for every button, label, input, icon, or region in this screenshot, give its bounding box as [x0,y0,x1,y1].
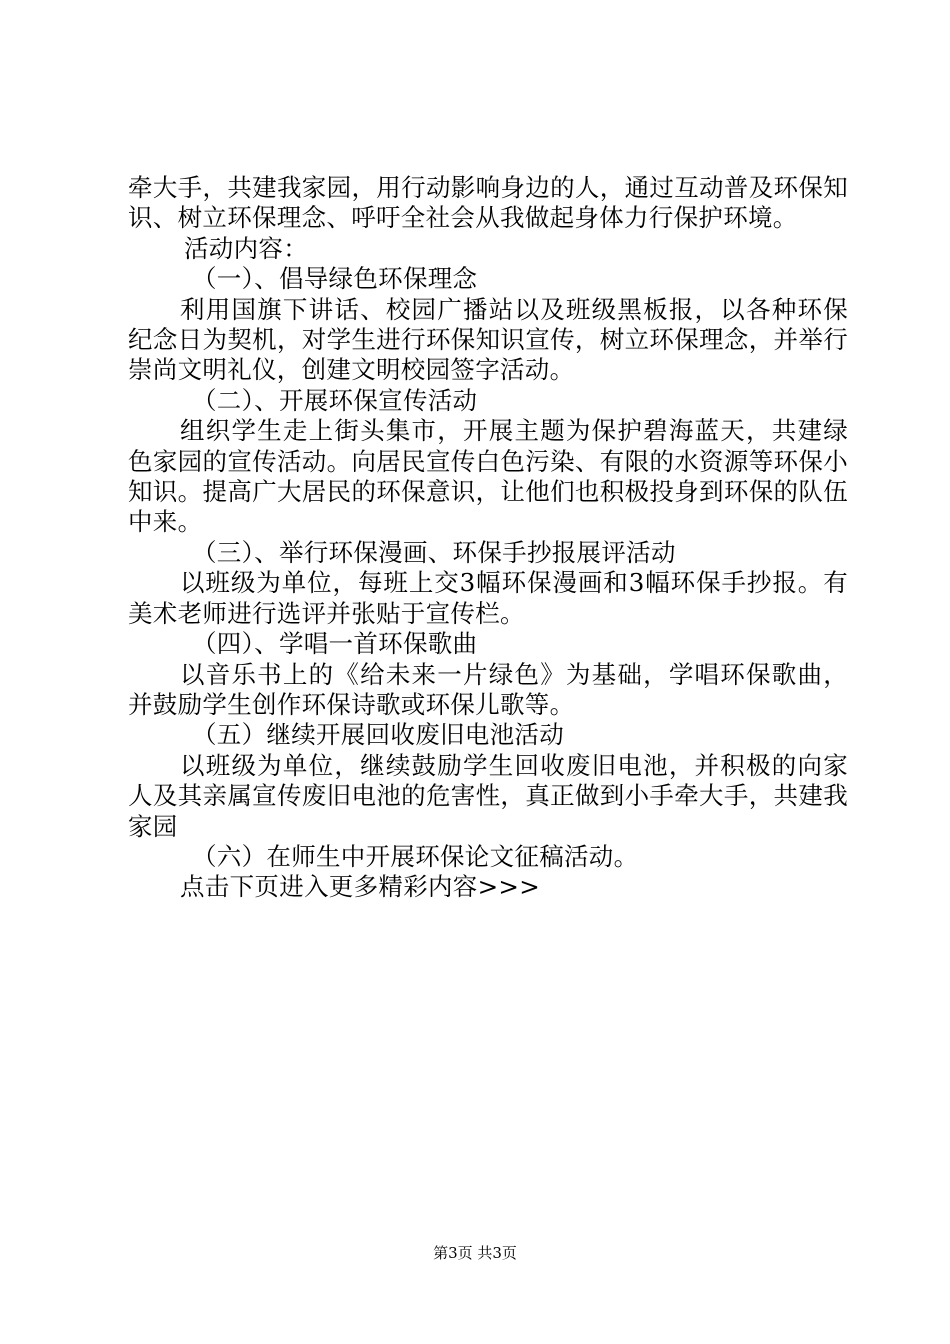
next-page-link[interactable]: 点击下页进入更多精彩内容>>> [180,872,541,902]
paragraph-section-3: 以班级为单位，每班上交3幅环保漫画和3幅环保手抄报。有美术老师进行选评并张贴于宣传栏。 [128,568,848,628]
paragraph-section-4: 以音乐书上的《给未来一片绿色》为基础，学唱环保歌曲，并鼓励学生创作环保诗歌或环保儿歌等。 [128,659,848,719]
paragraph-section-1: 利用国旗下讲话、校园广播站以及班级黑板报，以各种环保纪念日为契机，对学生进行环保知识宣传，树立环保理念，并举行崇尚文明礼仪，创建文明校园签字活动。 [128,294,848,385]
section-heading-3: （三）、举行环保漫画、环保手抄报展评活动 [192,537,676,567]
paragraph-section-2: 组织学生走上街头集市，开展主题为保护碧海蓝天，共建绿色家园的宣传活动。向居民宣传白色污染、有限的水资源等环保小知识。提高广大居民的环保意识，让他们也积极投身到环保的队伍中来。 [128,416,848,537]
document-body [128,173,848,903]
section-heading-4: （四）、学唱一首环保歌曲 [192,629,478,659]
section-heading-activity-content: 活动内容： [184,233,308,263]
section-heading-2: （二）、开展环保宣传活动 [192,385,478,415]
section-heading-6: （六）在师生中开展环保论文征稿活动。 [192,841,639,871]
paragraph-intro-continued: 牵大手，共建我家园，用行动影响身边的人，通过互动普及环保知识、树立环保理念、呼吁全社会从我做起身体力行保护环境。 [128,173,848,233]
section-heading-1: （一）、倡导绿色环保理念 [192,264,478,294]
paragraph-section-5: 以班级为单位，继续鼓励学生回收废旧电池，并积极的向家人及其亲属宣传废旧电池的危害性，真正做到小手牵大手，共建我家园 [128,750,848,841]
page-number-footer: 第3页 共3页 [433,1244,517,1262]
section-heading-5: （五）继续开展回收废旧电池活动 [192,720,564,750]
